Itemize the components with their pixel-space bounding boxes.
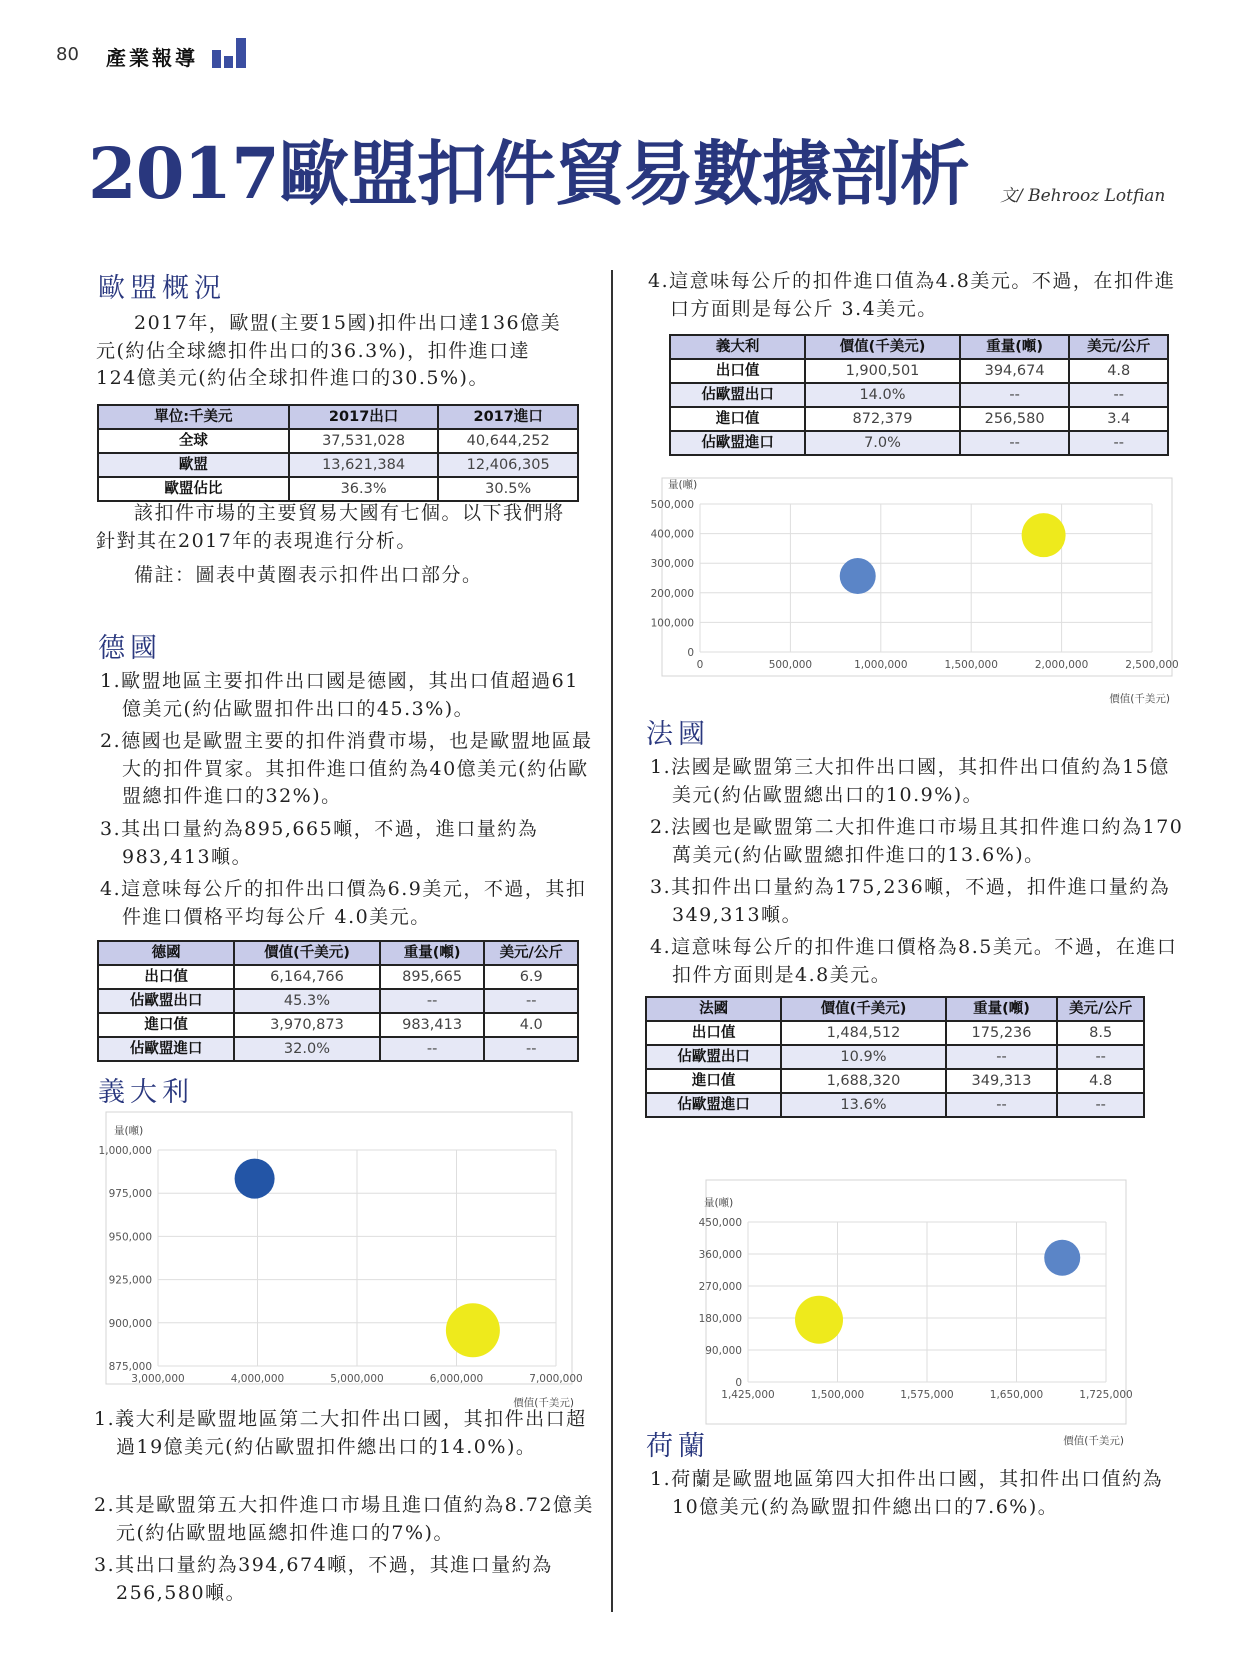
table-cell: 出口值 [670,359,805,383]
italy-table [669,334,1169,456]
heading-france: 法國 [646,719,710,750]
x-tick-label: 1,425,000 [721,1389,775,1401]
y-tick-label: 100,000 [650,617,694,630]
table-cell: 佔歐盟出口 [646,1045,781,1069]
germany-table [97,940,579,1062]
x-tick-label: 500,000 [768,659,813,671]
x-tick-label: 3,000,000 [131,1373,185,1385]
table-row [98,477,578,501]
italy-chart [650,478,1179,708]
table-cell: 349,313 [946,1069,1058,1093]
y-tick-label: 270,000 [698,1281,742,1293]
table-header: 價值(千美元) [805,335,960,359]
table-row [670,431,1168,455]
table-cell: 出口值 [646,1021,781,1045]
x-tick-label: 5,000,000 [330,1373,384,1385]
y-tick-label: 0 [687,647,694,659]
table-header: 2017出口 [289,405,439,429]
table-row [670,383,1168,407]
table-cell: 佔歐盟進口 [98,1037,234,1061]
eu-table [97,404,579,502]
table-cell: -- [960,383,1070,407]
table-row [98,429,578,453]
table-row [98,1037,578,1061]
eu-note: 備註：圖表中黃圈表示扣件出口部分。 [134,564,483,586]
y-axis-label: 量(噸) [668,479,698,491]
germany-bubble-chart [98,1112,583,1412]
table-cell: 進口值 [646,1069,781,1093]
chart-frame [662,478,1172,676]
x-tick-label: 6,000,000 [429,1373,484,1385]
x-tick-label: 4,000,000 [230,1373,285,1385]
x-axis-label: 價值(千美元) [1063,1435,1124,1447]
table-cell: 1,484,512 [781,1021,945,1045]
table-cell: 10.9% [781,1045,945,1069]
france-chart [698,1180,1133,1450]
table-cell: 4.8 [1069,359,1168,383]
table-cell: 45.3% [234,989,380,1013]
table-cell: -- [380,989,485,1013]
y-tick-label: 1,000,000 [98,1145,152,1157]
table-cell: 175,236 [946,1021,1058,1045]
france-point-1: 1.法國是歐盟第三大扣件出口國，其扣件出口值約為15億美元(約佔歐盟總出口的10.9%)。 [650,756,1170,806]
germany-chart [98,1112,583,1412]
table-cell: 256,580 [960,407,1070,431]
x-axis-label: 價值(千美元) [513,1397,574,1409]
table-cell: -- [1069,383,1168,407]
table-header: 重量(噸) [946,997,1058,1021]
table-row [646,1069,1144,1093]
export-bubble [1022,513,1066,557]
section-label: 產業報導 [106,46,198,70]
table-header: 2017進口 [438,405,578,429]
table-cell: 佔歐盟出口 [98,989,234,1013]
heading-germany: 德國 [98,633,162,664]
y-tick-label: 180,000 [698,1313,742,1325]
import-bubble [235,1159,275,1199]
table-cell: 3.4 [1069,407,1168,431]
table-cell: -- [946,1093,1058,1117]
table-cell: 36.3% [289,477,439,501]
import-bubble [840,558,876,594]
table-cell: 40,644,252 [438,429,578,453]
y-tick-label: 90,000 [705,1345,742,1357]
table-cell: -- [380,1037,485,1061]
table-cell: 13.6% [781,1093,945,1117]
table-cell: 佔歐盟出口 [670,383,805,407]
table-cell: 歐盟 [98,453,289,477]
table-cell: 394,674 [960,359,1070,383]
y-tick-label: 900,000 [108,1317,152,1330]
column-divider [611,270,613,1612]
y-axis-label: 量(噸) [704,1197,734,1209]
table-cell: 出口值 [98,965,234,989]
export-bubble [446,1303,500,1357]
eu-after: 該扣件市場的主要貿易大國有七個。以下我們將針對其在2017年的表現進行分析。 [96,502,565,552]
france-point-2: 2.法國也是歐盟第二大扣件進口市場且其扣件進口約為170萬美元(約佔歐盟總扣件進口的13.6%)。 [650,816,1184,866]
table-row [646,1045,1144,1069]
table-row [98,989,578,1013]
article-title: 2017歐盟扣件貿易數據剖析 [88,132,969,215]
italy-point-1: 1.義大利是歐盟地區第二大扣件出口國，其扣件出口超過19億美元(約佔歐盟扣件總出口的14.0%)。 [94,1408,587,1458]
italy-point-2: 2.其是歐盟第五大扣件進口市場且進口值約為8.72億美元(約佔歐盟地區總扣件進口的7%)。 [94,1494,594,1544]
x-tick-label: 0 [696,659,704,671]
table-row [98,453,578,477]
table-row [670,407,1168,431]
table-cell: 983,413 [380,1013,485,1037]
table-cell: 進口值 [98,1013,234,1037]
table-cell: 37,531,028 [289,429,439,453]
table-row [646,1021,1144,1045]
eu-intro: 2017年，歐盟(主要15國)扣件出口達136億美元(約佔全球總扣件出口的36.3%)，扣件進口達124億美元(約佔全球扣件進口的30.5%)。 [96,312,562,389]
table-header: 法國 [646,997,781,1021]
table-cell: -- [1057,1045,1144,1069]
table-cell: 7.0% [805,431,960,455]
table-header: 重量(噸) [380,941,485,965]
y-tick-label: 360,000 [698,1249,742,1261]
germany-point-4: 4.這意味每公斤的扣件出口價為6.9美元，不過，其扣件進口價格平均每公斤 4.0美元。 [100,878,587,928]
italy-point-4: 4.這意味每公斤的扣件進口值為4.8美元。不過，在扣件進口方面則是每公斤 3.4美元。 [648,270,1176,320]
table-cell: 12,406,305 [438,453,578,477]
table-cell: -- [960,431,1070,455]
table-cell: 佔歐盟進口 [646,1093,781,1117]
x-tick-label: 1,000,000 [854,659,908,671]
table-header: 美元/公斤 [1057,997,1144,1021]
table-header: 義大利 [670,335,805,359]
table-cell: -- [484,989,578,1013]
y-tick-label: 0 [735,1377,742,1389]
germany-point-2: 2.德國也是歐盟主要的扣件消費市場，也是歐盟地區最大的扣件買家。其扣件進口值約為40億美元(約佔歐盟總扣件進口的32%)。 [100,730,593,807]
x-tick-label: 1,650,000 [989,1389,1044,1401]
table-header: 美元/公斤 [484,941,578,965]
table-row [98,1013,578,1037]
table-row [670,359,1168,383]
table-cell: 佔歐盟進口 [670,431,805,455]
heading-netherlands: 荷蘭 [646,1431,710,1462]
import-bubble [1044,1240,1080,1276]
table-cell: 30.5% [438,477,578,501]
chart-frame [706,1180,1126,1424]
export-bubble [795,1296,843,1344]
x-tick-label: 2,000,000 [1034,659,1089,671]
heading-italy: 義大利 [98,1077,194,1108]
y-tick-label: 975,000 [108,1188,152,1201]
germany-point-3: 3.其出口量約為895,665噸，不過，進口量約為983,413噸。 [100,818,539,868]
germany-point-1: 1.歐盟地區主要扣件出口國是德國，其出口值超過61億美元(約佔歐盟扣件出口的45.3%)。 [100,670,579,720]
france-table [645,996,1145,1118]
y-tick-label: 400,000 [650,528,694,541]
table-cell: 14.0% [805,383,960,407]
table-cell: 6,164,766 [234,965,380,989]
y-tick-label: 950,000 [108,1231,152,1244]
table-cell: 8.5 [1057,1021,1144,1045]
table-header: 重量(噸) [960,335,1070,359]
x-tick-label: 1,500,000 [810,1389,865,1401]
table-cell: 1,688,320 [781,1069,945,1093]
table-cell: 4.8 [1057,1069,1144,1093]
x-tick-label: 1,500,000 [944,659,998,671]
table-cell: 1,900,501 [805,359,960,383]
france-bubble-chart [698,1180,1133,1450]
y-tick-label: 450,000 [698,1217,742,1229]
table-cell: 歐盟佔比 [98,477,289,501]
x-tick-label: 1,575,000 [900,1389,954,1401]
table-cell: 6.9 [484,965,578,989]
table-cell: 895,665 [380,965,485,989]
heading-eu: 歐盟概況 [98,273,226,304]
table-header: 德國 [98,941,234,965]
italy-point-3: 3.其出口量約為394,674噸，不過，其進口量約為256,580噸。 [94,1554,553,1604]
byline: 文/ Behrooz Lotfian [1000,186,1166,206]
france-point-3: 3.其扣件出口量約為175,236噸，不過，扣件進口量約為 349,313噸。 [650,876,1171,926]
table-header: 美元/公斤 [1069,335,1168,359]
y-tick-label: 200,000 [650,587,694,600]
table-header: 價值(千美元) [781,997,945,1021]
y-tick-label: 500,000 [650,499,694,511]
table-header: 價值(千美元) [234,941,380,965]
table-row [98,965,578,989]
y-axis-label: 量(噸) [114,1125,144,1137]
chart-frame [106,1112,572,1384]
france-point-4: 4.這意味每公斤的扣件進口價格為8.5美元。不過，在進口扣件方面則是4.8美元。 [650,936,1178,986]
x-tick-label: 2,500,000 [1125,659,1179,671]
table-cell: -- [1057,1093,1144,1117]
table-cell: 32.0% [234,1037,380,1061]
table-cell: -- [946,1045,1058,1069]
table-row [646,1093,1144,1117]
page-number: 80 [56,44,79,65]
table-cell: -- [1069,431,1168,455]
table-cell: 3,970,873 [234,1013,380,1037]
italy-bubble-chart [650,478,1179,708]
table-cell: 全球 [98,429,289,453]
netherlands-point-1: 1.荷蘭是歐盟地區第四大扣件出口國，其扣件出口值約為10億美元(約為歐盟扣件總出口的7.6%)。 [650,1468,1164,1518]
table-header: 單位:千美元 [98,405,289,429]
y-tick-label: 925,000 [108,1274,152,1287]
y-tick-label: 875,000 [108,1361,152,1373]
bar-chart-icon [212,36,248,68]
table-cell: 13,621,384 [289,453,439,477]
x-tick-label: 1,725,000 [1079,1389,1133,1401]
x-tick-label: 7,000,000 [529,1373,583,1385]
y-tick-label: 300,000 [650,558,694,571]
table-cell: 4.0 [484,1013,578,1037]
table-cell: 進口值 [670,407,805,431]
table-cell: 872,379 [805,407,960,431]
table-cell: -- [484,1037,578,1061]
x-axis-label: 價值(千美元) [1109,693,1170,705]
